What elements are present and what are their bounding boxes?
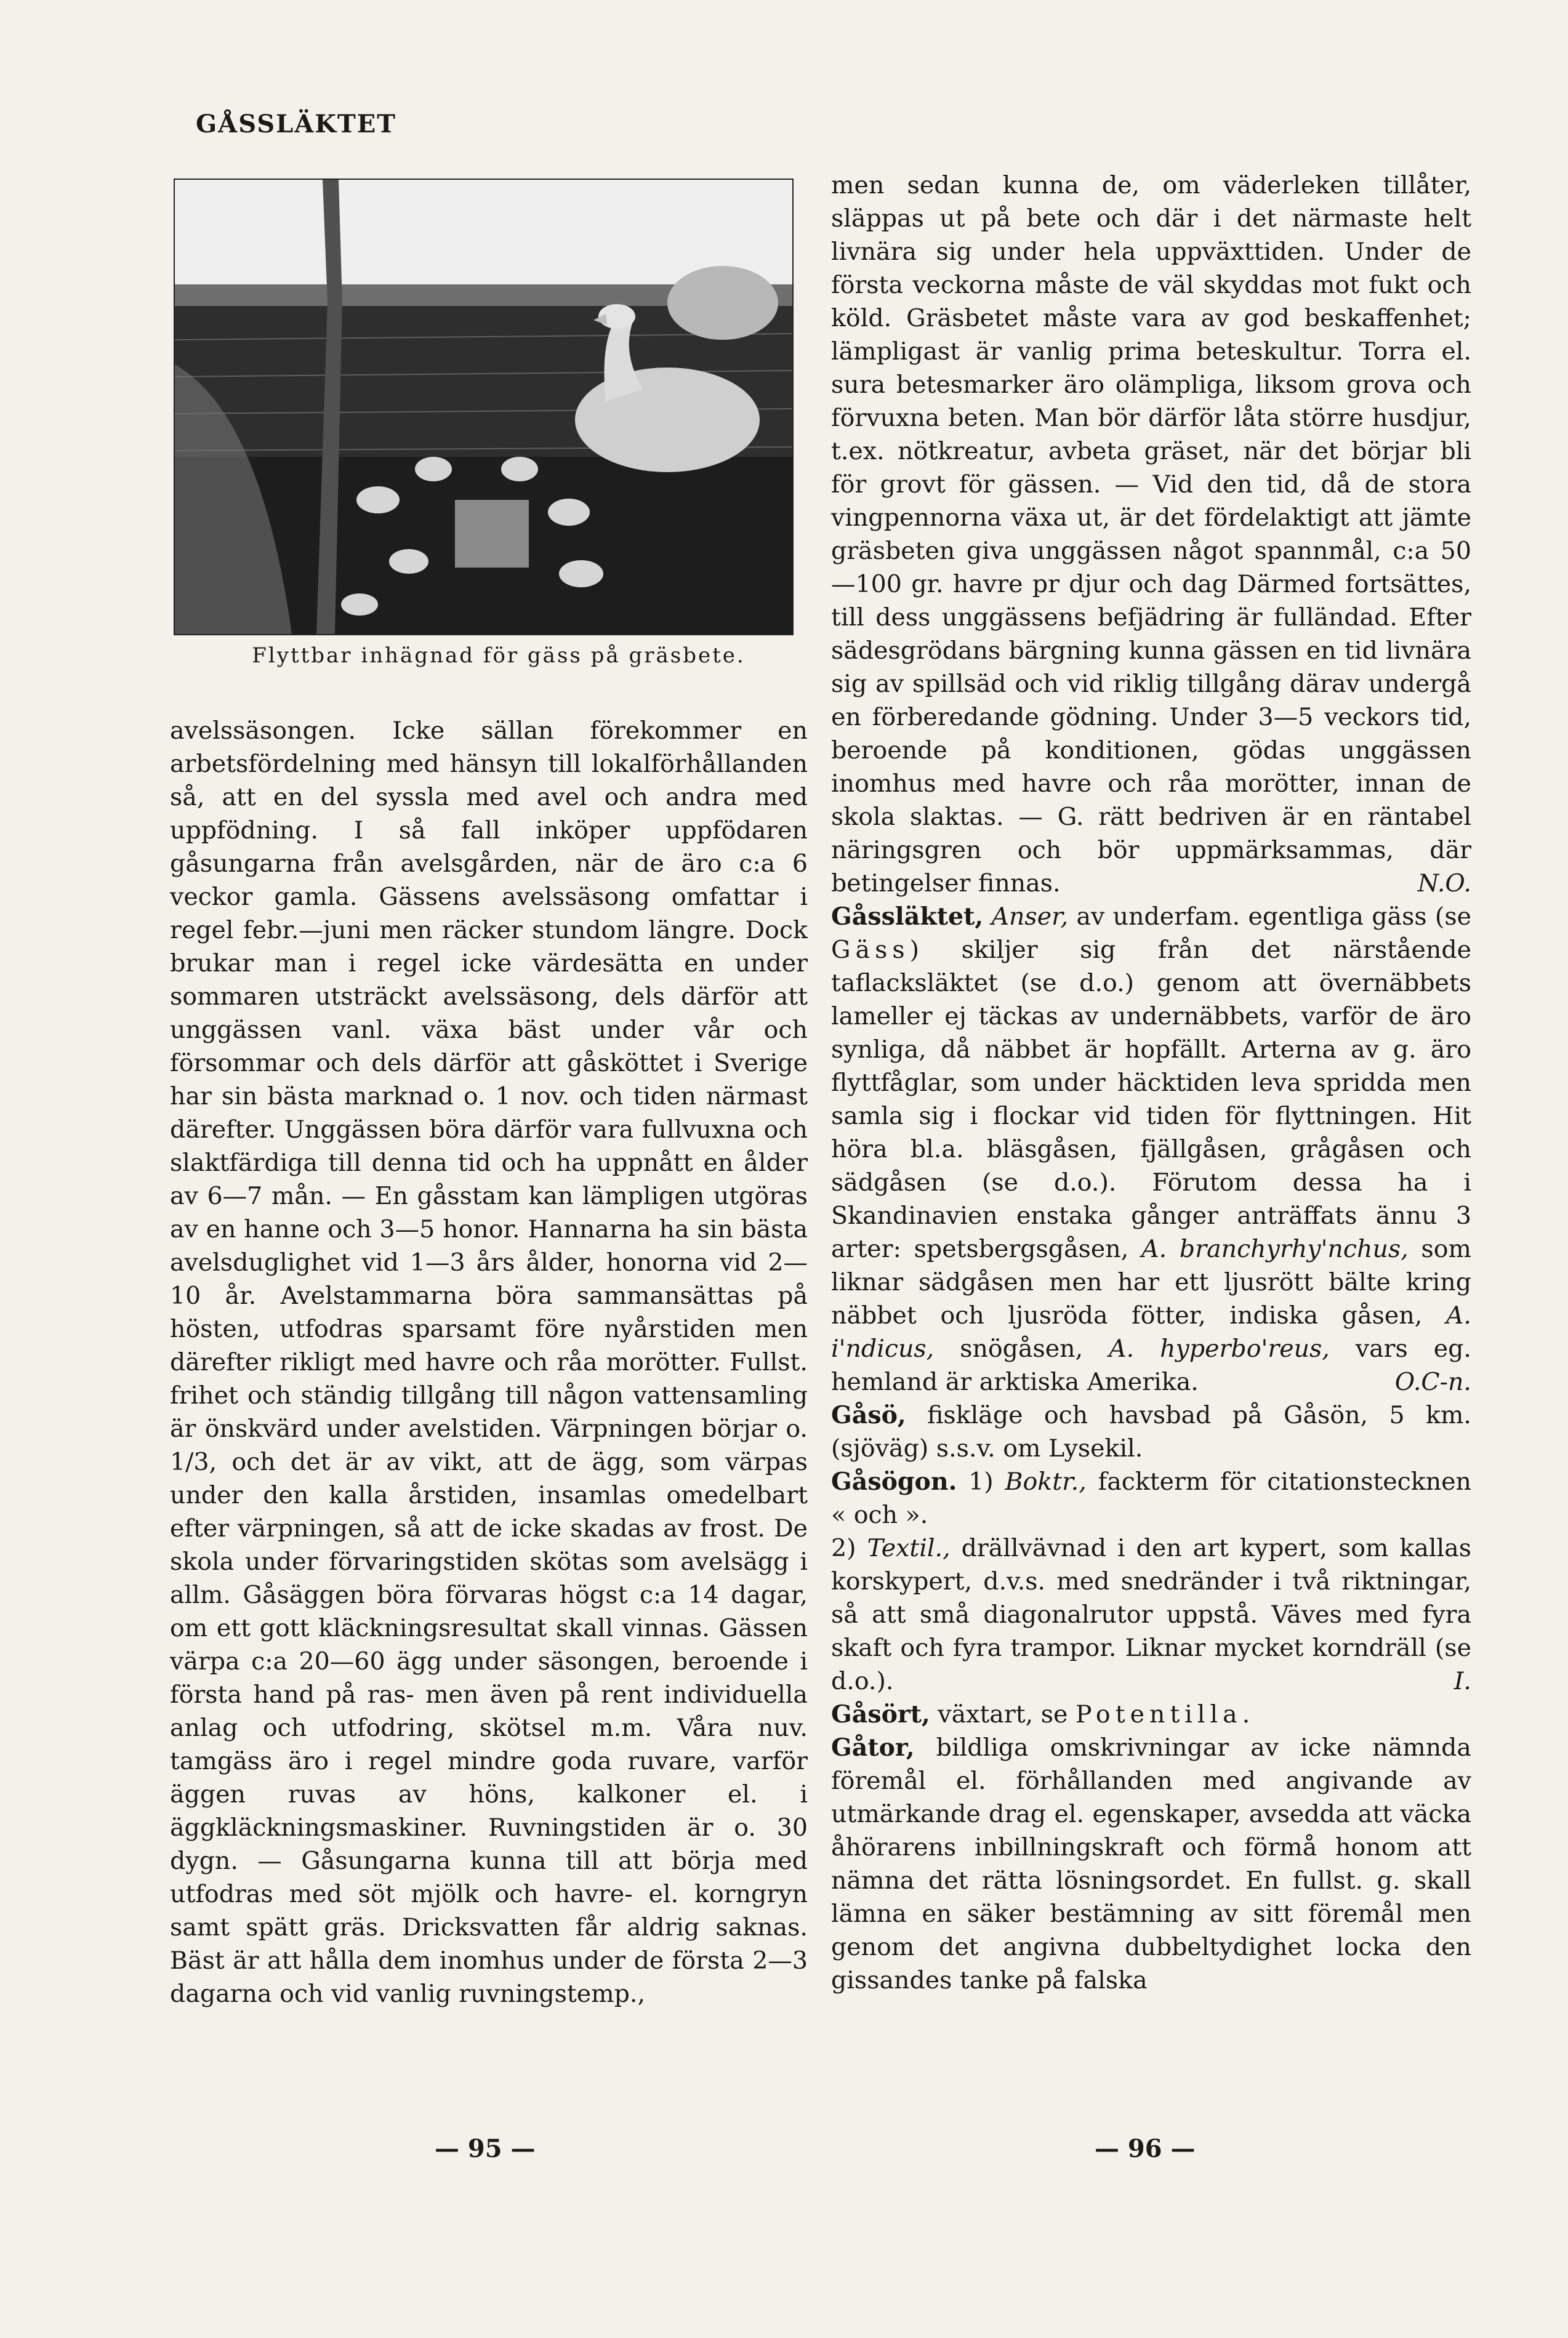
entry-headword: Gåtor, xyxy=(831,1733,915,1762)
entry-headword: Gåsö, xyxy=(831,1401,906,1429)
entry-text: 1) xyxy=(968,1468,994,1496)
entry-text: snögåsen, xyxy=(960,1335,1084,1363)
entry-text: växtart, se xyxy=(938,1700,1068,1729)
species-name: A. hyperbo'reus, xyxy=(1109,1335,1330,1363)
paragraph: avelssäsongen. Icke sällan förekommer en arbetsfördelning med hänsyn till lokalförhållanden så, att en del syssla med avel och andra med uppfödning. I så fall inköper uppfödaren gåsungarna från avelsgården, när de äro c:a 6 veckor gamla. Gässens avelssäsong omfattar i regel febr.—juni men räcker stundom längre. Dock brukar man i regel icke värdesätta en under sommaren utsträckt avelssäsong, dels därför att unggässen vanl. växa bäst under vår och försommar och dels därför att gåsköttet i Sverige har sin bästa marknad o. 1 nov. och tiden närmast därefter. Unggässen böra därför vara fullvuxna och slaktfärdiga till denna tid och ha uppnått en ålder av 6—7 mån. — En gåsstam kan lämpligen utgöras av en hanne och 3—5 honor. Hannarna ha sin bästa avelsduglighet vid 1—3 års ålder, honorna vid 2—10 år. Avelstammarna böra sammansättas på hösten, utfodras sparsamt före nyårstiden men därefter rikligt med havre och råa morötter. Fullst. frihet och ständig tillgång till någon vattensamling är önskvärd under avelstiden. Värpningen börjar o. 1/3, och det är av vikt, att de ägg, som värpas under den kalla årstiden, insamlas omedelbart efter värpningen, så att de icke skadas av frost. De skola under förvaringstiden skötas som avelsägg i allm. Gåsäggen böra förvaras högst c:a 14 dagar, om ett gott kläckningsresultat skall vinnas. Gässen värpa c:a 20—60 ägg under säsongen, beroende i första hand på ras- men även på rent individuella anlag och utfodring, skötsel m.m. Våra nuv. tamgäss äro i regel mindre goda ruvare, varför äggen ruvas av höns, kalkoner el. i äggkläckningsmaskiner. Ruvningstiden är o. 30 dygn. — Gåsungarna kunna till att börja med utfodras med söt mjölk och havre- el. korngryn samt spätt gräs. Dricksvatten får aldrig saknas. Bäst är att hålla dem inomhus under de första 2—3 dagarna och vid vanlig ruvningstemp., xyxy=(170,717,808,2008)
left-column xyxy=(170,714,808,2011)
entry-text: ) skiljer sig från det närstående taflacksläktet (se d.o.) genom att övernäbbets lameller ej täckas av undernäbbets, varför de äro synliga, då näbbet är hopfällt. Arterna av g. äro flyttfåglar, som under häcktiden leva spridda men samla sig i flockar vid tiden för flyttningen. Hit höra bl.a. bläsgåsen, fjällgåsen, grågåsen och sädgåsen (se d.o.). Förutom dessa ha i Skandinavien enstaka gånger anträffats ännu 3 arter: spetsbergsgåsen, xyxy=(831,936,1471,1263)
author-signature: O.C-n. xyxy=(1394,1368,1471,1396)
species-name: A. branchyrhy'nchus, xyxy=(1141,1235,1409,1263)
entry-gasogon-2 xyxy=(831,1532,1471,1698)
entry-text: 2) xyxy=(831,1534,856,1562)
entry-text: fackterm för citationstecknen « och ». xyxy=(831,1468,1471,1529)
entry-gasslaktet xyxy=(831,900,1471,1399)
entry-headword: Gåssläktet, xyxy=(831,902,984,931)
page-number-right: — 96 — xyxy=(1095,2134,1196,2163)
entry-text: som liknar sädgåsen men har ett ljusrött bälte kring näbbet och ljusröda fötter, indiska gåsen, xyxy=(831,1235,1471,1330)
entry-text: bildliga omskrivningar av icke nämnda föremål el. förhållanden med angivande av utmärkande drag el. egenskaper, avsedda att väcka åhörarens inbillningskraft och förmå honom att nämna det rätta lösningsordet. En fullst. g. skall lämna en säker bestämning av sitt föremål men genom det angivna dubbeltydighet locka den gissandes tanke på falska xyxy=(831,1733,1471,1995)
entry-text: drällvävnad i den art kypert, som kallas korskypert, d.v.s. med snedränder i två riktningar, så att små diagonalrutor uppstå. Väves med fyra skaft och fyra trampor. Liknar mycket korndräll (se d.o.). xyxy=(831,1534,1471,1695)
photo-caption: Flyttbar inhägnad för gäss på gräsbete. xyxy=(252,643,746,668)
author-signature: I. xyxy=(1453,1667,1471,1695)
entry-text: fiskläge och havsbad på Gåsön, 5 km. (sjöväg) s.s.v. om Lysekil. xyxy=(831,1401,1471,1463)
geese-photo xyxy=(174,179,794,635)
geese-photo-illustration xyxy=(175,180,792,634)
subject-label: Boktr., xyxy=(1005,1468,1087,1496)
entry-gasort xyxy=(831,1698,1471,1731)
entry-gaso xyxy=(831,1399,1471,1465)
running-header: GÅSSLÄKTET xyxy=(196,110,397,139)
subject-label: Textil., xyxy=(867,1534,951,1562)
cross-reference: Gäss xyxy=(831,936,910,964)
paragraph-text: men sedan kunna de, om väderleken tillåter, släppas ut på bete och där i det närmaste helt livnära sig under hela uppväxttiden. Under de första veckorna måste de väl skyddas mot fukt och köld. Gräsbetet måste vara av god beskaffenhet; lämpligast är vanlig prima beteskultur. Torra el. sura betesmarker äro olämpliga, liksom grova och förvuxna beten. Man bör därför låta större husdjur, t.ex. nötkreatur, avbeta gräset, när det börjar bli för grovt för gässen. — Vid den tid, då de stora vingpennorna växa ut, är det fördelaktigt att jämte gräsbeten giva unggässen något spannmål, c:a 50—100 gr. havre pr djur och dag Därmed fortsättes, till dess unggässens befjädring är fulländad. Efter sädesgrödans bärgning kunna gässen en tid livnära sig av spillsäd och vid riklig tillgång därav undergå en förberedande gödning. Under 3—5 veckors tid, beroende på konditionen, gödas unggässen inomhus med havre och råa morötter, innan de skola slaktas. — G. rätt bedriven är en räntabel näringsgren och bör uppmärksammas, där betingelser finnas. xyxy=(831,171,1471,898)
entry-headword: Gåsört, xyxy=(831,1700,930,1729)
paragraph xyxy=(831,169,1471,900)
cross-reference: Potentilla. xyxy=(1075,1700,1255,1729)
entry-headword: Gåsögon. xyxy=(831,1468,957,1496)
entry-text: av underfam. egentliga gäss (se xyxy=(1076,902,1471,931)
latin-name: Anser, xyxy=(991,902,1069,931)
right-column xyxy=(831,169,1471,1997)
entry-gator xyxy=(831,1731,1471,1997)
entry-text: vars eg. hemland är arktiska Amerika. xyxy=(831,1335,1471,1396)
species-name: A. i'ndicus, xyxy=(831,1301,1471,1363)
entry-gasogon xyxy=(831,1465,1471,1532)
page-number-left: — 95 — xyxy=(435,2134,536,2163)
author-signature: N.O. xyxy=(1417,869,1471,898)
